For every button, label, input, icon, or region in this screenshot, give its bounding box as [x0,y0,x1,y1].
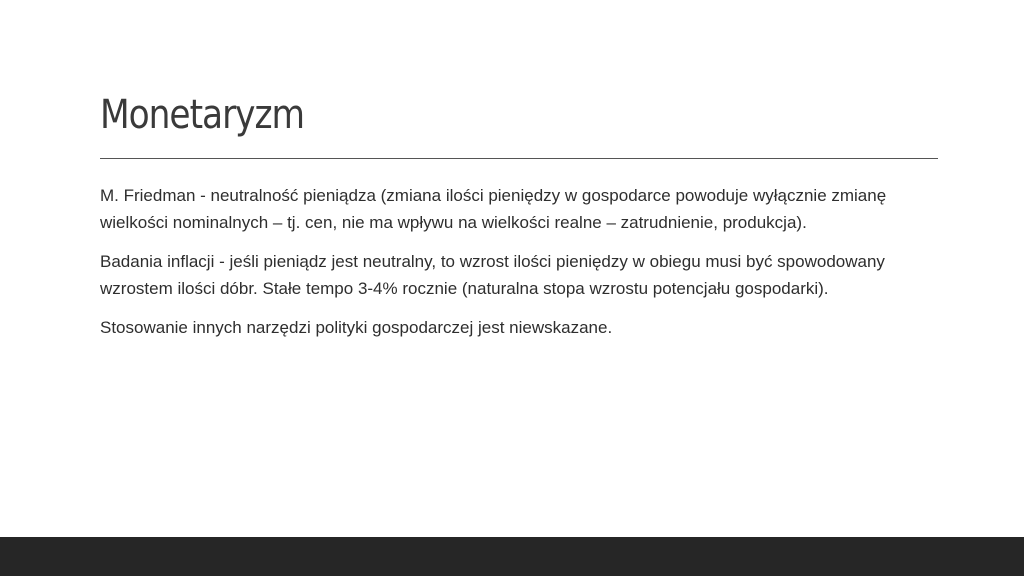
slide-body [100,182,938,353]
paragraph-1: M. Friedman - neutralność pieniądza (zmiana ilości pieniędzy w gospodarce powoduje wyłącznie zmianę wielkości nominalnych – tj. cen, nie ma wpływu na wielkości realne – zatrudnienie, produkcja). [100,186,887,232]
slide-title: Monetaryzm [100,92,305,138]
title-divider [100,158,938,159]
paragraph-2: Badania inflacji - jeśli pieniądz jest neutralny, to wzrost ilości pieniędzy w obiegu musi być spowodowany wzrostem ilości dóbr. Stałe tempo 3-4% rocznie (naturalna stopa wzrostu potencjału gospodarki). [100,252,885,298]
paragraph-3: Stosowanie innych narzędzi polityki gospodarczej jest niewskazane. [100,318,613,337]
footer-bar [0,537,1024,576]
